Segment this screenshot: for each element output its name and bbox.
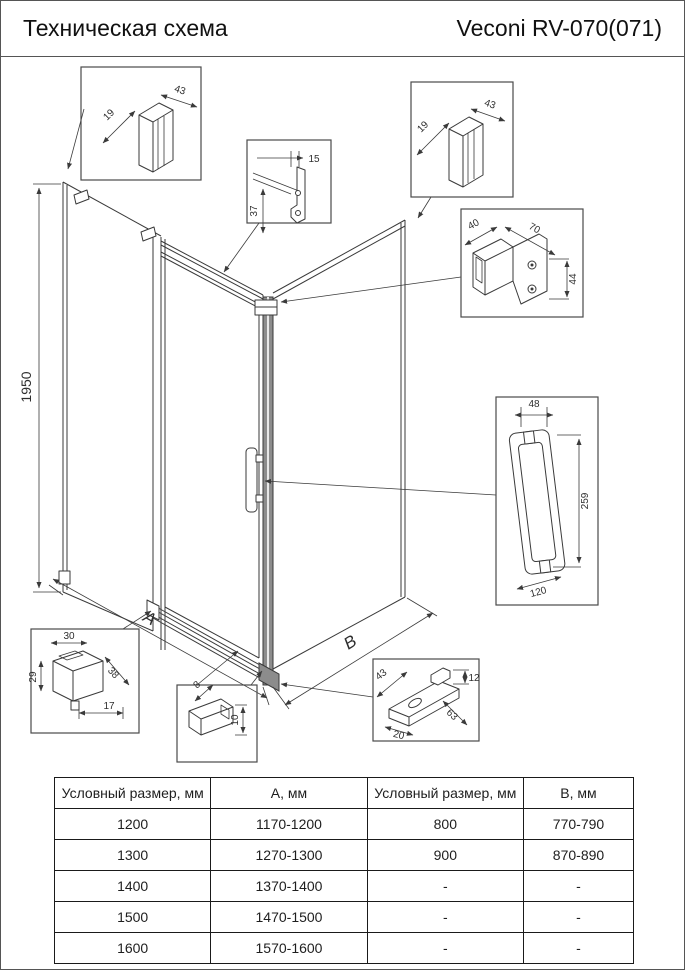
dim-259: 259 (580, 492, 591, 510)
dim-10: 10 (230, 714, 241, 726)
width-a-label: A (140, 607, 160, 630)
dim-8: 8 (191, 679, 204, 692)
height-dimension-label: 1950 (18, 371, 34, 403)
table-cell: 900 (367, 840, 523, 871)
table-cell: - (367, 871, 523, 902)
sheet-title: Техническая схема (23, 15, 228, 41)
dim-38: 38 (105, 665, 121, 682)
wall-mount-clip (141, 227, 156, 241)
left-fixed-panel (59, 182, 161, 631)
table-cell: 770-790 (523, 809, 633, 840)
detail-top-profile (247, 140, 331, 233)
table-row (55, 871, 634, 902)
detail-glass-holder (28, 629, 139, 733)
table-cell: - (523, 871, 633, 902)
table-cell: 1200 (55, 809, 211, 840)
table-row (55, 902, 634, 933)
table-header-cell: Условный размер, мм (55, 778, 211, 809)
table-cell: - (367, 902, 523, 933)
detail-floor-bracket (373, 659, 480, 742)
dim-19: 19 (101, 107, 118, 124)
corner-post (255, 297, 277, 685)
height-dimension (18, 184, 61, 592)
table-cell: 1470-1500 (211, 902, 367, 933)
table-cell: - (523, 933, 633, 964)
dim-43: 43 (373, 667, 390, 683)
dim-40: 40 (466, 217, 482, 233)
table-cell: 1500 (55, 902, 211, 933)
table-cell: 1570-1600 (211, 933, 367, 964)
dim-29: 29 (28, 671, 39, 683)
dim-17: 17 (103, 701, 115, 712)
table-row (55, 809, 634, 840)
detail-bottom-profile (177, 679, 257, 762)
detail-wall-profile-right (411, 82, 513, 197)
detail-handle (496, 397, 598, 605)
model-name: Veconi RV-070(071) (456, 15, 662, 41)
door-handle-on-door (246, 448, 263, 512)
table-header-cell: Условный размер, мм (367, 778, 523, 809)
dim-48: 48 (528, 399, 540, 410)
dim-63: 63 (443, 707, 460, 723)
table-cell: - (367, 933, 523, 964)
dim-44: 44 (568, 273, 579, 285)
technical-drawing (1, 57, 685, 765)
dim-19: 19 (415, 119, 432, 136)
table-row (55, 840, 634, 871)
table-cell: 1400 (55, 871, 211, 902)
detail-wall-profile-left (81, 67, 201, 180)
table-cell: 1600 (55, 933, 211, 964)
size-table-wrap (54, 777, 684, 964)
table-cell: 1170-1200 (211, 809, 367, 840)
table-cell: 1300 (55, 840, 211, 871)
wall-mount-clip (74, 190, 89, 204)
dim-70: 70 (526, 221, 542, 237)
sheet-header (1, 1, 684, 57)
table-header-cell: В, мм (523, 778, 633, 809)
dim-43: 43 (172, 83, 187, 98)
detail-corner-connector (461, 209, 583, 317)
table-cell: - (523, 902, 633, 933)
table-header-cell: А, мм (211, 778, 367, 809)
dim-20: 20 (391, 728, 406, 743)
pivot-door (161, 237, 263, 658)
dim-43: 43 (482, 97, 497, 112)
table-row (55, 933, 634, 964)
panel-floor-clip (59, 571, 70, 584)
dim-37: 37 (249, 205, 260, 217)
dim-120: 120 (528, 585, 548, 601)
size-table (54, 777, 634, 964)
depth-dimension-b (273, 598, 437, 709)
table-cell: 1270-1300 (211, 840, 367, 871)
depth-b-label: B (340, 631, 360, 654)
table-cell: 800 (367, 809, 523, 840)
table-cell: 870-890 (523, 840, 633, 871)
dim-30: 30 (63, 631, 75, 642)
dim-15: 15 (308, 154, 320, 165)
table-header-row (55, 778, 634, 809)
table-cell: 1370-1400 (211, 871, 367, 902)
dim-12: 12 (468, 673, 480, 684)
